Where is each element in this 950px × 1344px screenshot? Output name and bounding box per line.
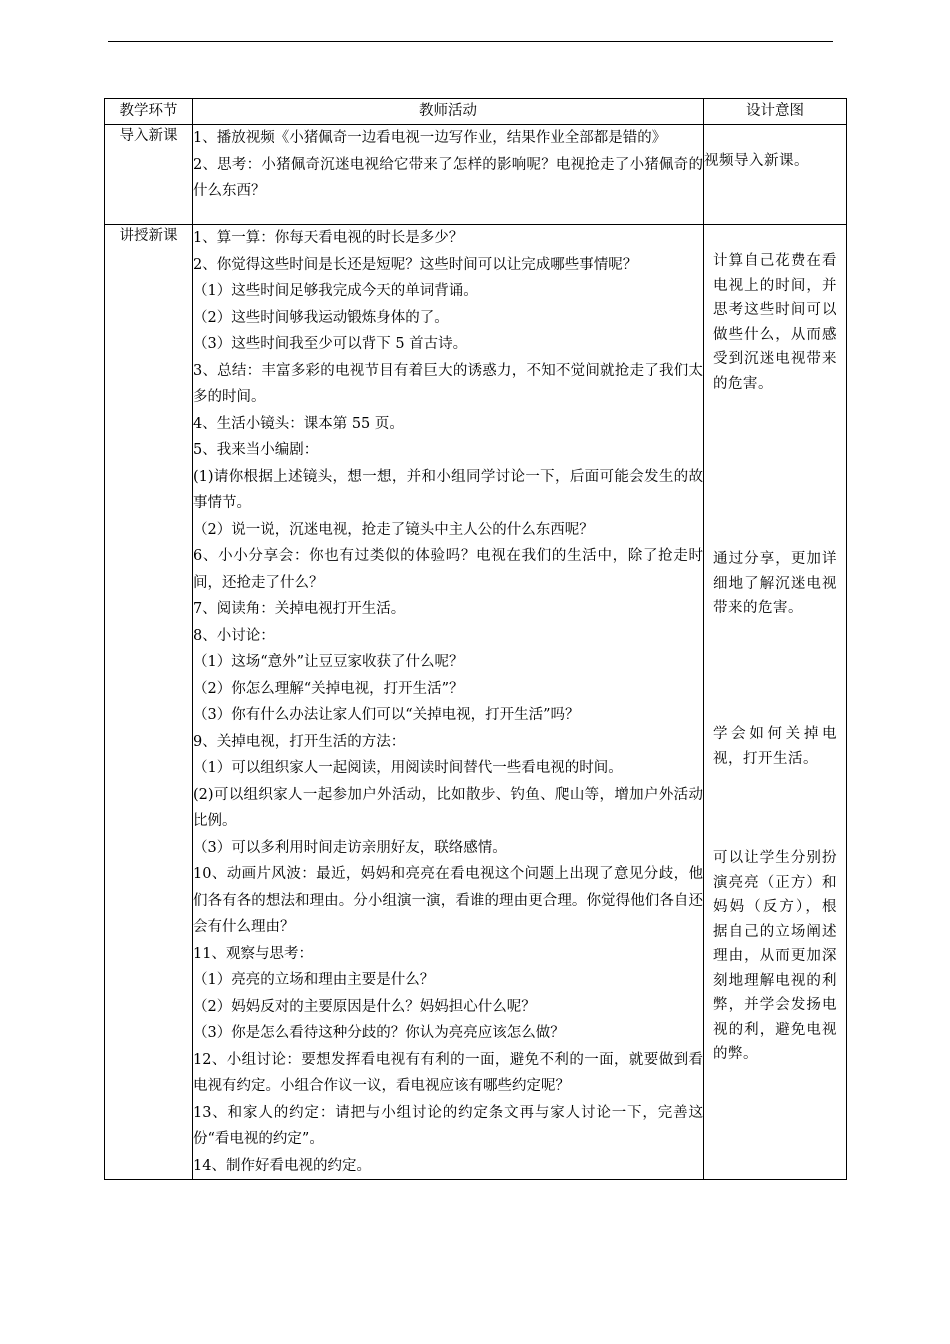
- activity-line: 6、小小分享会：你也有过类似的体验吗？电视在我们的生活中，除了抢走时间，还抢走了什么？: [193, 548, 703, 591]
- intent-text: 通过分享，更加详细地了解沉迷电视带来的危害。: [713, 551, 837, 616]
- activity-line: 2、你觉得这些时间是长还是短呢？这些时间可以让完成哪些事情呢？: [193, 256, 638, 273]
- stage-cell: [105, 125, 193, 225]
- activity-cell: [193, 125, 704, 225]
- activity-line: （1）这些时间足够我完成今天的单词背诵。: [193, 283, 478, 299]
- activity-line: （3）你是怎么看待这种分歧的？你认为亮亮应该怎么做？: [193, 1025, 565, 1041]
- activity-line: （3）可以多利用时间走访亲朋好友，联络感情。: [193, 839, 507, 856]
- table-row: [105, 225, 847, 1180]
- header-stage: 教学环节: [105, 99, 193, 125]
- header-activity: 教师活动: [193, 99, 704, 125]
- activity-line: 1、播放视频《小猪佩奇一边看电视一边写作业，结果作业全部都是错的》: [193, 130, 667, 146]
- table-row: [105, 125, 847, 225]
- activity-line: （1）亮亮的立场和理由主要是什么？: [193, 972, 435, 988]
- activity-line: 3、总结：丰富多彩的电视节目有着巨大的诱惑力，不知不觉间就抢走了我们太多的时间。: [193, 362, 703, 405]
- stage-label: 讲授新课: [119, 228, 178, 244]
- header-intent: 设计意图: [704, 99, 847, 125]
- activity-line: （2）说一说，沉迷电视，抢走了镜头中主人公的什么东西呢？: [193, 521, 594, 538]
- header-rule: [108, 41, 833, 42]
- activity-line: （1）这场“意外”让豆豆家收获了什么呢？: [193, 654, 464, 670]
- activity-line: 4、生活小镜头：课本第 55 页。: [193, 415, 404, 432]
- activity-line: 7、阅读角：关掉电视打开生活。: [193, 601, 406, 617]
- activity-line: 10、动画片风波：最近，妈妈和亮亮在看电视这个问题上出现了意见分歧，他们各有各的想法和理由。分小组演一演，看谁的理由更合理。你觉得他们各自还会有什么理由？: [193, 866, 703, 935]
- activity-line: （1）可以组织家人一起阅读，用阅读时间替代一些看电视的时间。: [193, 760, 623, 776]
- activity-line: 2、思考：小猪佩奇沉迷电视给它带来了怎样的影响呢？电视抢走了小猪佩奇的什么东西？: [193, 156, 703, 199]
- intent-text: 可以让学生分别扮演亮亮（正方）和妈妈（反方），根据自己的立场阐述理由，从而更加深刻地理解电视的利弊，并学会发扬电视的利，避免电视的弊。: [713, 850, 837, 1062]
- activity-line: 9、关掉电视，打开生活的方法：: [193, 733, 406, 750]
- activity-cell: [193, 225, 704, 1180]
- activity-line: （2）妈妈反对的主要原因是什么？妈妈担心什么呢？: [193, 998, 536, 1015]
- activity-line: （2）你怎么理解“关掉电视，打开生活”？: [193, 680, 464, 697]
- stage-label: 导入新课: [119, 128, 178, 144]
- activity-line: （2）这些时间够我运动锻炼身体的了。: [193, 309, 449, 326]
- intent-cell: [704, 125, 847, 225]
- activity-line: (1)请你根据上述镜头，想一想，并和小组同学讨论一下，后面可能会发生的故事情节。: [193, 468, 703, 511]
- intent-text: 学会如何关掉电视，打开生活。: [713, 726, 837, 767]
- activity-line: 11、观察与思考：: [193, 945, 313, 962]
- intent-text: 视频导入新课。: [704, 153, 809, 169]
- intent-text: 计算自己花费在看电视上的时间，并思考这些时间可以做些什么，从而感受到沉迷电视带来的危害。: [713, 253, 837, 392]
- intent-cell: [704, 225, 847, 1180]
- activity-line: 14、制作好看电视的约定。: [193, 1157, 371, 1174]
- activity-line: 1、算一算：你每天看电视的时长是多少？: [193, 230, 464, 246]
- table-header-row: [105, 99, 847, 125]
- stage-cell: [105, 225, 193, 1180]
- activity-line: 8、小讨论：: [193, 627, 275, 644]
- activity-line: 12、小组讨论：要想发挥看电视有有利的一面，避免不利的一面，就要做到看电视有约定。小组合作议一议，看电视应该有哪些约定呢？: [193, 1051, 703, 1094]
- activity-line: (2)可以组织家人一起参加户外活动，比如散步、钓鱼、爬山等，增加户外活动比例。: [193, 786, 703, 829]
- activity-line: 13、和家人的约定：请把与小组讨论的约定条文再与家人讨论一下，完善这份“看电视的约定”。: [193, 1104, 703, 1147]
- activity-line: （3）这些时间我至少可以背下 5 首古诗。: [193, 336, 468, 352]
- activity-line: （3）你有什么办法让家人们可以“关掉电视，打开生活”吗？: [193, 707, 580, 723]
- activity-line: 5、我来当小编剧：: [193, 442, 319, 458]
- lesson-plan-table: [104, 98, 847, 1180]
